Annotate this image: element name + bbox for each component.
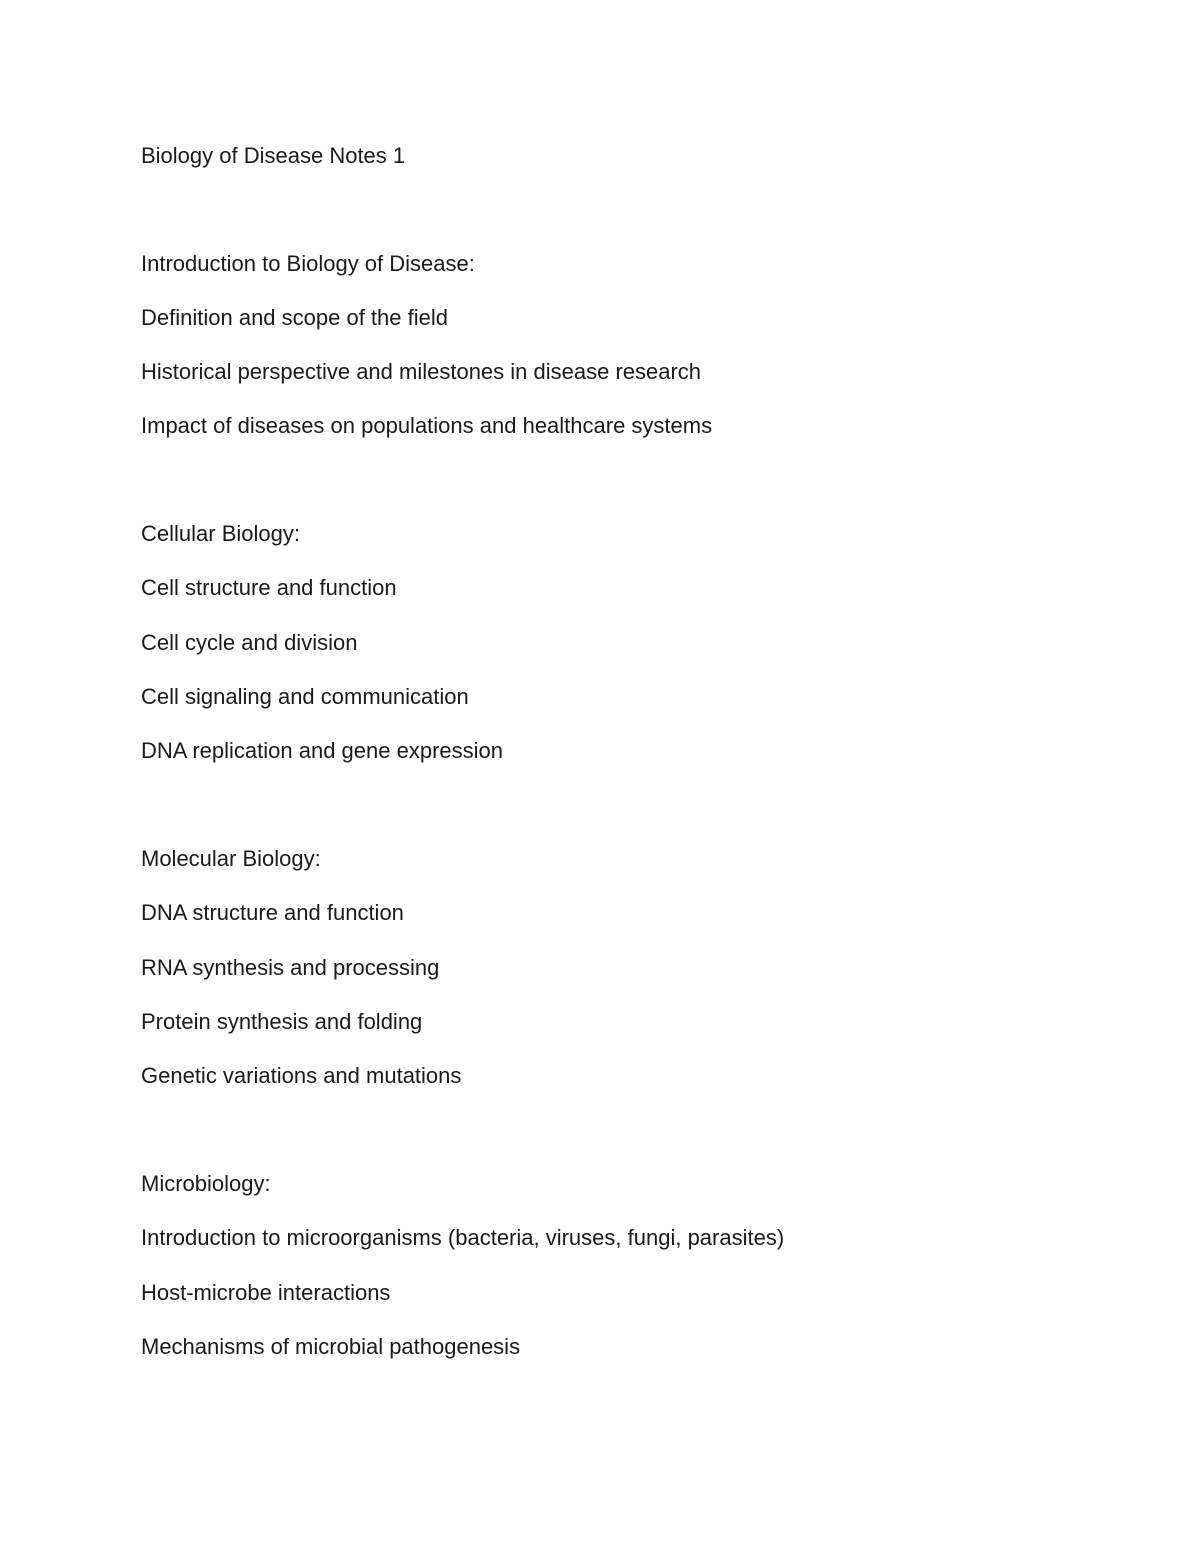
list-item: Protein synthesis and folding bbox=[141, 1009, 423, 1034]
list-item: Genetic variations and mutations bbox=[141, 1063, 462, 1088]
list-item: RNA synthesis and processing bbox=[141, 955, 440, 980]
list-item: Definition and scope of the field bbox=[141, 305, 448, 330]
section-heading-introduction: Introduction to Biology of Disease: bbox=[141, 251, 475, 276]
document-title: Biology of Disease Notes 1 bbox=[141, 143, 406, 168]
list-item: Cell signaling and communication bbox=[141, 684, 469, 709]
list-item: Impact of diseases on populations and healthcare systems bbox=[141, 413, 713, 438]
list-item: Historical perspective and milestones in disease research bbox=[141, 359, 702, 384]
list-item: Mechanisms of microbial pathogenesis bbox=[141, 1334, 521, 1359]
list-item: Introduction to microorganisms (bacteria, viruses, fungi, parasites) bbox=[141, 1225, 785, 1250]
section-heading-microbiology: Microbiology: bbox=[141, 1171, 271, 1196]
list-item: Cell structure and function bbox=[141, 575, 397, 600]
list-item: DNA replication and gene expression bbox=[141, 738, 504, 763]
section-heading-molecular-biology: Molecular Biology: bbox=[141, 846, 321, 871]
list-item: Host-microbe interactions bbox=[141, 1280, 391, 1305]
section-heading-cellular-biology: Cellular Biology: bbox=[141, 521, 300, 546]
list-item: DNA structure and function bbox=[141, 900, 404, 925]
list-item: Cell cycle and division bbox=[141, 630, 358, 655]
